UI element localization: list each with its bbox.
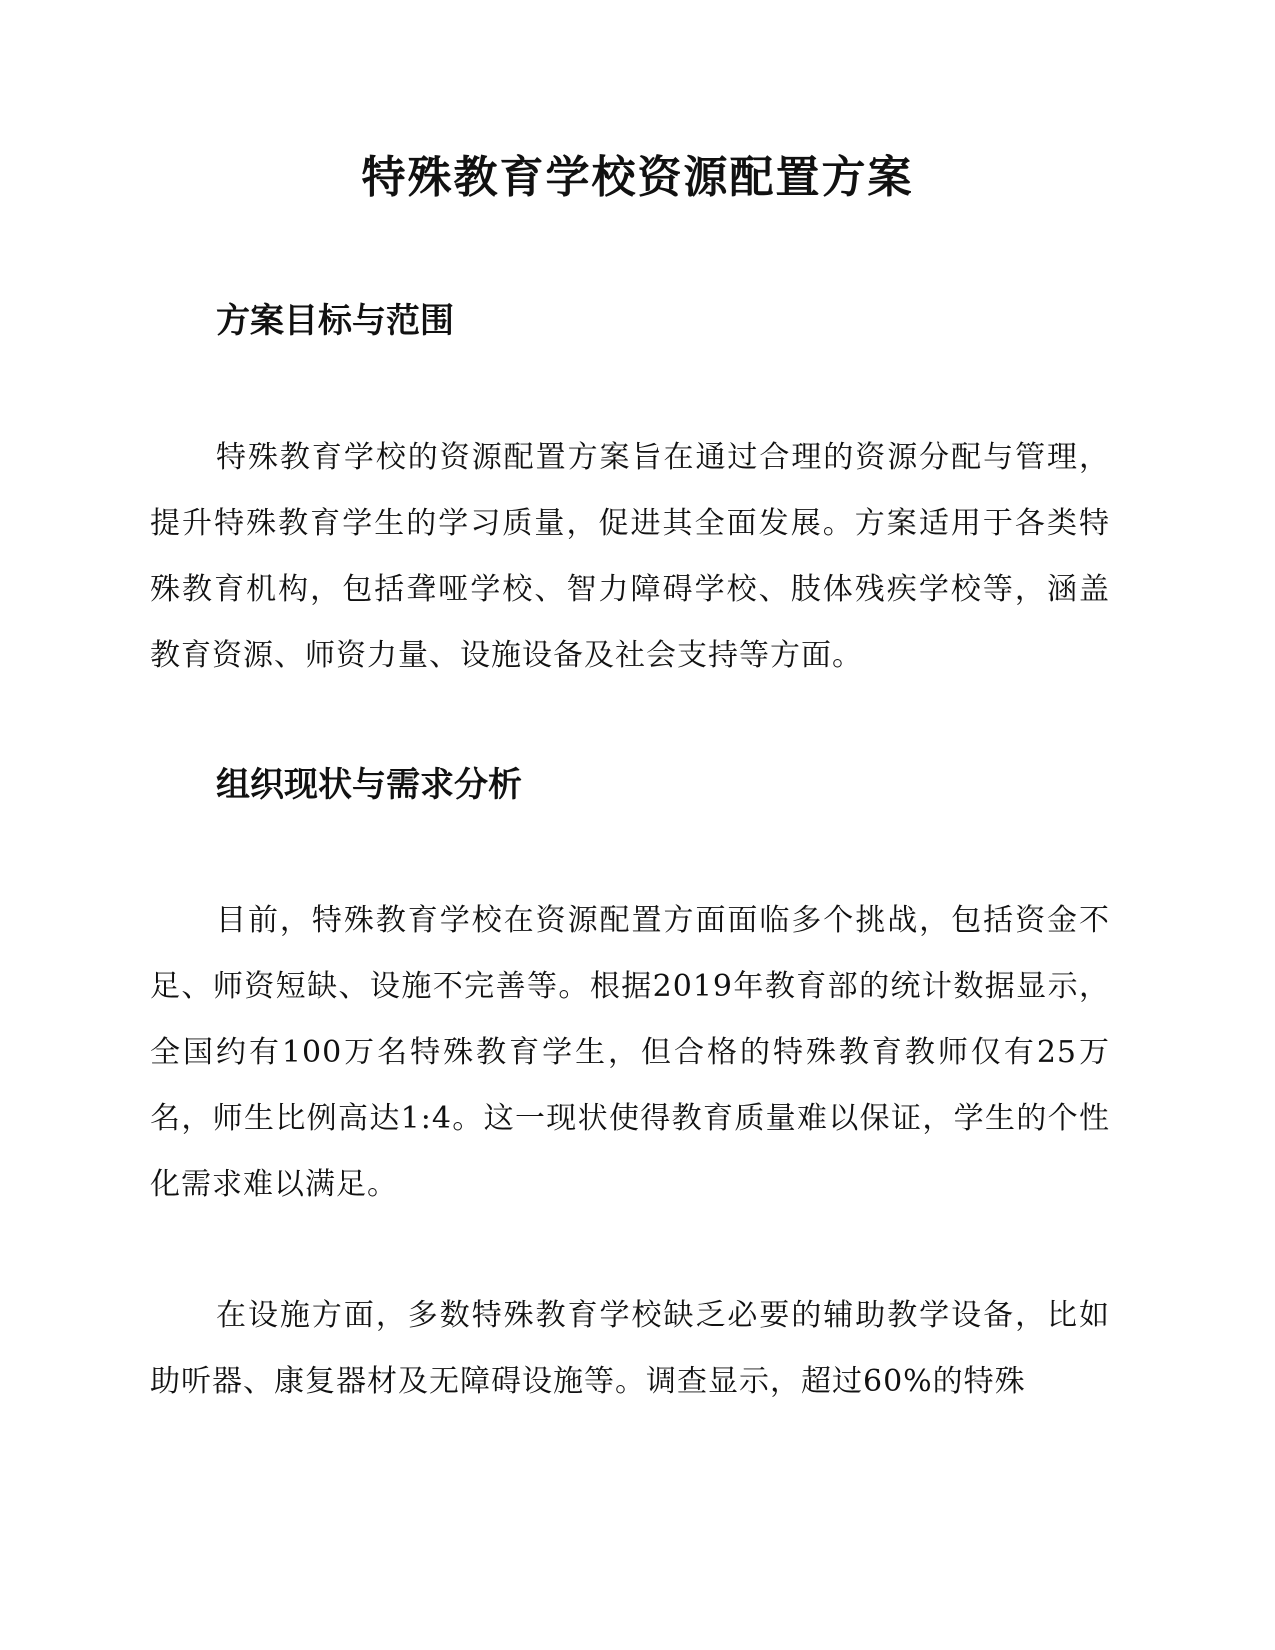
- paragraph-goals-scope: 特殊教育学校的资源配置方案旨在通过合理的资源分配与管理，提升特殊教育学生的学习质量，促进其全面发展。方案适用于各类特殊教育机构，包括聋哑学校、智力障碍学校、肢体残疾学校等，涵盖教育资源、师资力量、设施设备及社会支持等方面。: [150, 440, 1110, 673]
- paragraph-facilities: 在设施方面，多数特殊教育学校缺乏必要的辅助教学设备，比如助听器、康复器材及无障碍设施等。调查显示，超过60%的特殊: [150, 1298, 1110, 1399]
- section-heading-status-needs: 组织现状与需求分析: [216, 765, 522, 805]
- section-heading-goals-scope: 方案目标与范围: [216, 301, 454, 341]
- document-title: 特殊教育学校资源配置方案: [361, 152, 914, 203]
- paragraph-status-analysis: 目前，特殊教育学校在资源配置方面面临多个挑战，包括资金不足、师资短缺、设施不完善等。根据2019年教育部的统计数据显示，全国约有100万名特殊教育学生，但合格的特殊教育教师仅有25万名，师生比例高达1:4。这一现状使得教育质量难以保证，学生的个性化需求难以满足。: [150, 903, 1110, 1202]
